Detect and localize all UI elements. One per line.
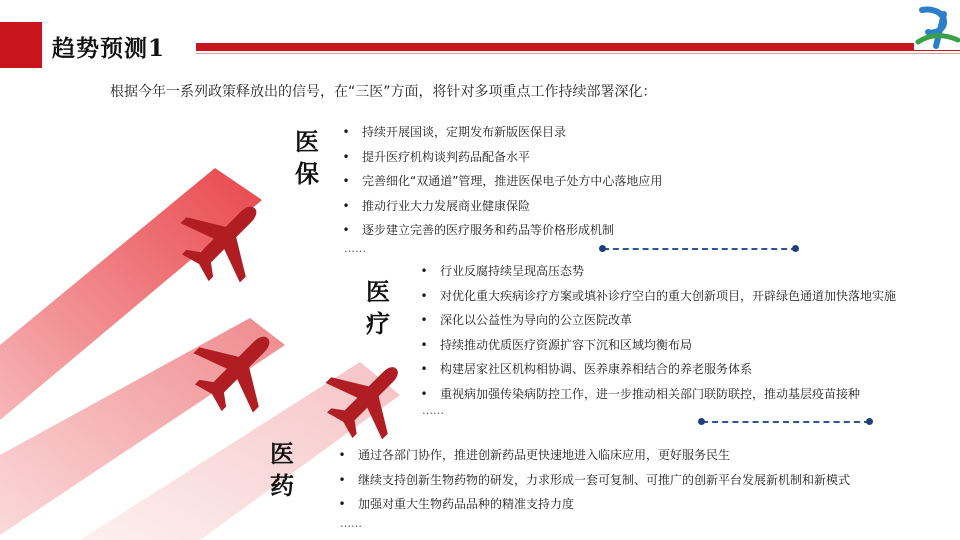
- section-heading-char: 医: [366, 277, 390, 306]
- section-heading-char: 医: [295, 127, 319, 156]
- divider-dot: [599, 245, 606, 252]
- section-heading-char: 医: [270, 439, 294, 468]
- dashed-divider: [603, 248, 797, 250]
- divider-dot: [792, 245, 799, 252]
- section-heading-char: 保: [295, 159, 319, 188]
- ellipsis: ……: [340, 517, 362, 530]
- section-heading-pharma: [266, 438, 298, 502]
- slide: 趋势预测1 根据今年一系列政策释放出的信号，在“三医”方面，将针对多项重点工作持续部署深化： 医 保 • 持续开展国谈，定期发布新版医保目录 • 提升医疗机构谈判药品配备水平 • 完善细化“双通道”管理，推进医保电子处方中心落地应用 • 推动行业大力发展商业健康保险 • 逐步建立完善的医疗服务和药品等价格形成机制 …… 医 疗 • 行业反腐持续呈现高压态势 • 对优化重大疾病诊疗方案或填补诊疗空白的重大创新项目，开辟绿色通道加快落地实施 • 深化以公益性为导向的公立医院改革 • 持续推动优质医疗资源扩容下沉和区域均衡布局 • 构建居家社区机构相协调、医养康养相结合的养老服务体系 • 重视病加强传染病防控工作，进一步推动相关部门联防联控，推动基层疫苗接种 …… 医 药 • 通过各部门协作，推进创新药品更快速地进入临床应用，更好服务民生 • 继续支持创新生物药物的研发，力求形成一套可复制、可推广的创新平台发展新机制和新模式 • 加强对重大生物药品品种的精准支持力度 ……: [0, 0, 960, 540]
- ellipsis: ……: [344, 242, 366, 255]
- section-heading-char: 疗: [366, 309, 390, 338]
- ellipsis: ……: [422, 404, 444, 417]
- divider-dot: [866, 418, 873, 425]
- section-heading-insurance: [291, 126, 323, 190]
- section-heading-char: 药: [270, 471, 294, 500]
- page-title: 趋势预测1: [52, 35, 166, 62]
- intro-text: 根据今年一系列政策释放出的信号，在“三医”方面，将针对多项重点工作持续部署深化：: [110, 84, 657, 100]
- section-heading-medical: [362, 276, 394, 340]
- dashed-divider: [702, 421, 870, 423]
- divider-dot: [698, 418, 705, 425]
